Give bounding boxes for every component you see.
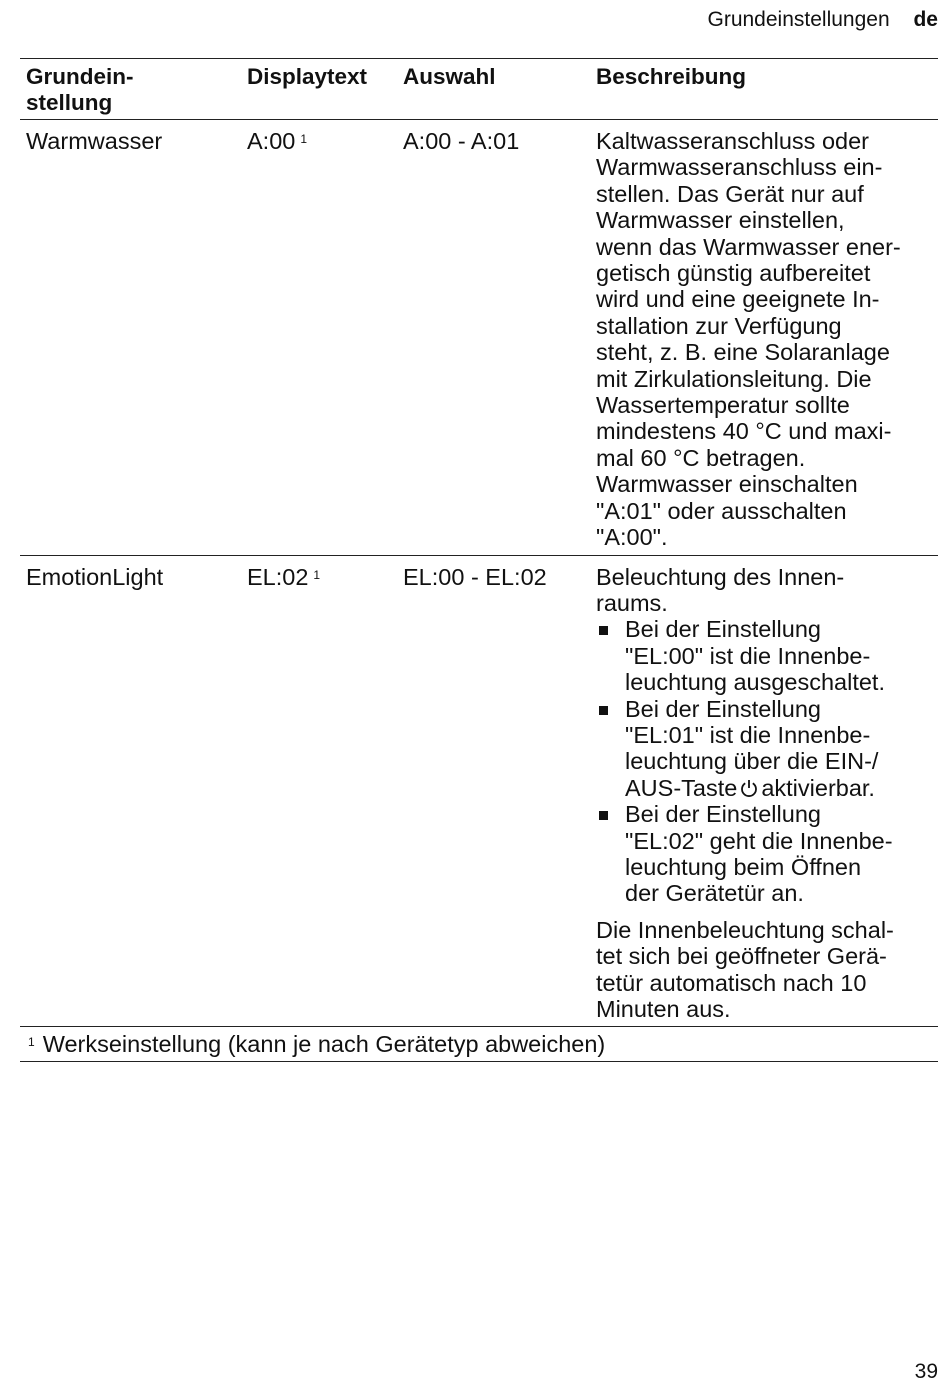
cell-description [596, 120, 938, 556]
square-bullet-icon [599, 706, 608, 715]
description-line: Wassertemperatur sollte [596, 392, 850, 419]
description-line: Warmwasser einstellen, [596, 207, 845, 234]
section-title: Grundeinstellungen [707, 8, 890, 31]
page-number: 39 [914, 1360, 938, 1383]
description-line: Kaltwasseranschluss oder [596, 128, 869, 154]
description-line: stallation zur Verfügung [596, 312, 842, 339]
description-line: Warmwasseranschluss ein- [596, 154, 883, 181]
column-header-setting-line: stellung [26, 90, 113, 115]
list-item-line: Bei der Einstellung [625, 801, 821, 828]
list-item [596, 801, 938, 907]
description-line: wenn das Warmwasser ener- [596, 233, 901, 260]
table-header-row [20, 59, 938, 120]
column-header-setting [20, 59, 247, 120]
square-bullet-icon [599, 626, 608, 635]
cell-description [596, 555, 938, 1027]
footnote [20, 1027, 938, 1062]
cell-setting: Warmwasser [26, 128, 163, 154]
footnote-ref: 1 [300, 132, 308, 146]
footnote-row [20, 1027, 938, 1062]
footnote-mark: 1 [28, 1035, 35, 1050]
list-item-line: leuchtung beim Öffnen [625, 853, 862, 880]
description-line: Minuten aus. [596, 996, 731, 1022]
square-bullet-icon [599, 811, 608, 820]
display-value: A:00 [247, 128, 296, 154]
description-line: mit Zirkulationsleitung. Die [596, 365, 872, 392]
description-line: mal 60 °C betragen. [596, 444, 806, 471]
language-code: de [913, 8, 938, 31]
list-item-line: AUS-Taste [625, 774, 738, 801]
description-line: getisch günstig aufbereitet [596, 260, 871, 287]
description-line: tetür automatisch nach 10 [596, 969, 867, 996]
cell-options: A:00 - A:01 [403, 128, 520, 154]
description-line: "A:00". [596, 524, 668, 551]
column-header-setting-line [26, 64, 134, 115]
cell-display [247, 555, 403, 1027]
table-row [20, 555, 938, 1027]
column-header-display: Displaytext [247, 64, 368, 89]
list-item [596, 616, 938, 695]
footnote-ref: 1 [313, 567, 321, 582]
cell-setting: EmotionLight [26, 563, 164, 590]
description-line: steht, z. B. eine Solaranlage [596, 339, 890, 366]
footnote-text: Werkseinstellung (kann je nach Gerätetyp abweichen) [42, 1031, 606, 1058]
description-line: "A:01" oder ausschalten [596, 497, 847, 524]
column-header-description: Beschreibung [596, 64, 747, 89]
list-item-line: aktivierbar. [761, 774, 875, 801]
description-line: Die Innenbeleuchtung schal- [596, 916, 894, 943]
list-item-line: der Gerätetür an. [625, 880, 804, 907]
cell-options: EL:00 - EL:02 [403, 563, 547, 590]
description-line: mindestens 40 °C und maxi- [596, 418, 892, 445]
list-item-line: "EL:00" ist die Innenbe- [625, 642, 871, 669]
page-header [708, 8, 939, 32]
list-item [596, 696, 938, 802]
list-item-line: Bei der Einstellung [625, 695, 821, 722]
display-value: EL:02 [247, 563, 309, 590]
description-line: stellen. Das Gerät nur auf [596, 180, 864, 207]
description-list [596, 616, 938, 906]
description-line: raums. [596, 589, 668, 616]
column-header-options: Auswahl [403, 64, 496, 89]
table-row [20, 120, 938, 556]
description-line: wird und eine geeignete In- [596, 286, 880, 313]
description-note [596, 917, 938, 1023]
power-icon [740, 778, 758, 798]
list-item-line: "EL:02" geht die Innenbe- [625, 827, 893, 854]
settings-table [20, 58, 938, 1062]
description-line: tet sich bei geöffneter Gerä- [596, 943, 887, 970]
cell-display [247, 120, 403, 556]
list-item-line: leuchtung über die EIN-/ [625, 748, 879, 775]
list-item-line: leuchtung ausgeschaltet. [625, 669, 885, 696]
description-line: Warmwasser einschalten [596, 471, 858, 498]
description-text [596, 128, 938, 551]
column-header-setting-line: Grundein- [26, 64, 134, 89]
list-item-line: "EL:01" ist die Innenbe- [625, 721, 871, 748]
description-intro [596, 564, 938, 617]
list-item-line: Bei der Einstellung [625, 616, 821, 643]
description-line: Beleuchtung des Innen- [596, 563, 845, 590]
